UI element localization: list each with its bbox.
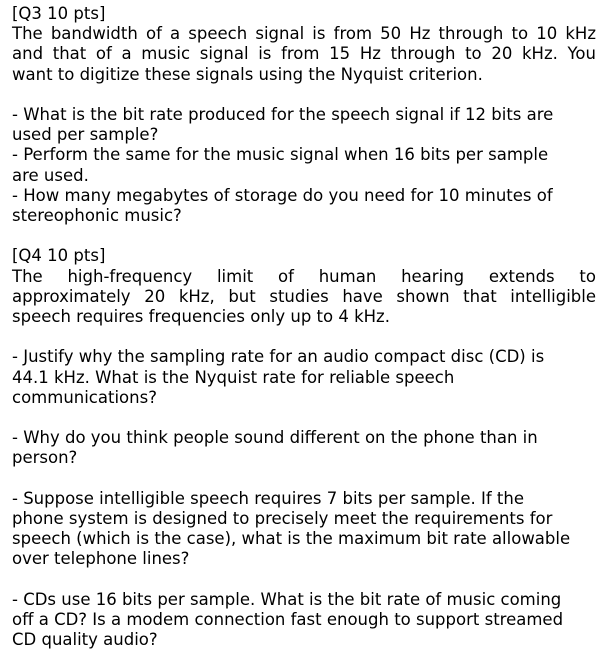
q3-intro-line: want to digitize these signals using the Nyquist criterion. (12, 64, 483, 84)
q4-item-line: - Justify why the sampling rate for an audio compact disc (CD) is (12, 347, 545, 367)
q3-item-line: - How many megabytes of storage do you need for 10 minutes of (12, 185, 553, 205)
spacer (12, 408, 596, 428)
q4-header: [Q4 10 pts] (12, 246, 106, 266)
q3-header: [Q3 10 pts] (12, 4, 106, 23)
spacer (12, 226, 596, 246)
q4-item-telephone-bit-rate (12, 489, 596, 570)
q4-intro-line: speech requires frequencies only up to 4 kHz. (12, 307, 390, 327)
q3-item-bit-rate-speech (12, 105, 596, 145)
q4-item-line: speech (which is the case), what is the maximum bit rate allowable (12, 529, 571, 549)
q3-item-bit-rate-music (12, 145, 596, 185)
document-page (12, 4, 596, 650)
q4-item-line: 44.1 kHz. What is the Nyquist rate for reliable speech (12, 367, 455, 387)
q4-item-cd-sampling (12, 347, 596, 408)
q3-intro (12, 24, 596, 85)
q3-intro-line: and that of a music signal is from 15 Hz through to 20 kHz. You (12, 44, 596, 64)
q4-item-line: - Suppose intelligible speech requires 7 bits per sample. If the (12, 488, 524, 508)
spacer (12, 85, 596, 105)
q3-item-line: - What is the bit rate produced for the speech signal if 12 bits are (12, 105, 554, 124)
q4-intro (12, 267, 596, 328)
q4-item-line: communications? (12, 387, 157, 407)
q4-item-line: - Why do you think people sound different on the phone than in (12, 428, 538, 448)
q3-item-line: stereophonic music? (12, 206, 182, 226)
q4-item-phone-voice (12, 428, 596, 468)
q3-intro-line: The bandwidth of a speech signal is from 50 Hz through to 10 kHz (12, 24, 596, 44)
q3-item-line: are used. (12, 165, 89, 185)
q3-item-line: used per sample? (12, 125, 159, 145)
q4-item-line: phone system is designed to precisely meet the requirements for (12, 509, 553, 528)
q4-item-line: off a CD? Is a modem connection fast enough to support streamed (12, 610, 564, 629)
q4-intro-line: The high-frequency limit of human hearing extends to (12, 266, 596, 286)
spacer (12, 570, 596, 590)
q4-intro-line: approximately 20 kHz, but studies have shown that intelligible (12, 286, 596, 306)
q4-item-cd-bit-rate (12, 590, 596, 651)
q3-item-line: - Perform the same for the music signal when 16 bits per sample (12, 145, 549, 165)
spacer (12, 327, 596, 347)
q4-item-line: - CDs use 16 bits per sample. What is the bit rate of music coming (12, 589, 562, 609)
q3-item-storage (12, 186, 596, 226)
q4-item-line: over telephone lines? (12, 549, 190, 569)
q4-item-line: person? (12, 448, 78, 468)
spacer (12, 469, 596, 489)
q4-item-line: CD quality audio? (12, 630, 158, 650)
